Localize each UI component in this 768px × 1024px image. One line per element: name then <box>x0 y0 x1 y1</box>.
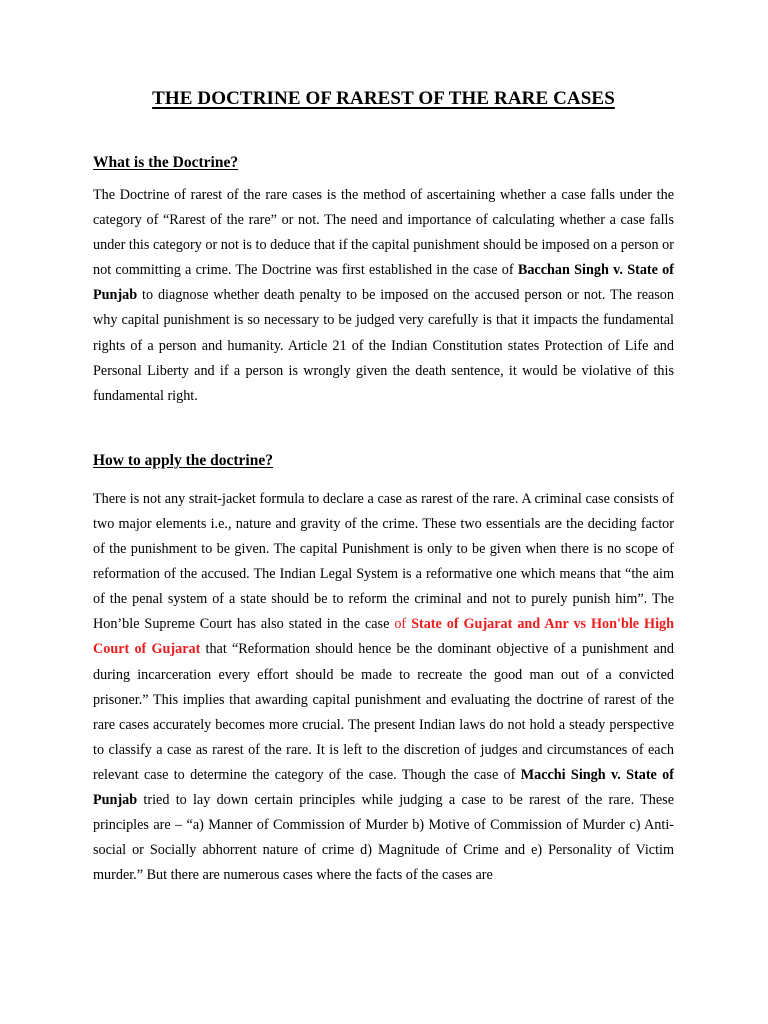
case-citation-state-of-gujarat: State of Gujarat and Anr vs Hon'ble High Court of Gujarat <box>93 616 674 658</box>
section-what-is-doctrine <box>93 151 674 409</box>
red-connector-text: of <box>394 616 412 633</box>
paragraph-text: to diagnose whether death penalty to be imposed on the accused person or not. The reason why capital punishment is so necessary to be judged very carefully is that it impacts the fundamental rights of a person and humanity. Article 21 of the Indian Constitution states Protection of Life and Personal Liberty and if a person is wrongly given the death sentence, it would be violative of this fundamental right. <box>93 287 674 404</box>
case-citation-bacchan-singh: Bacchan Singh v. State of Punjab <box>93 262 674 304</box>
document-title: THE DOCTRINE OF RAREST OF THE RARE CASES <box>152 88 615 109</box>
paragraph-text: tried to lay down certain principles while judging a case to be rarest of the rare. These principles are – “a) Manner of Commission of Murder b) Motive of Commission of Murder c) Anti-social or Socially abhorrent nature of crime d) Magnitude of Crime and e) Personality of Victim murder.” But there are numerous cases where the facts of the cases are <box>93 791 674 884</box>
case-citation-macchi-singh: Macchi Singh v. State of Punjab <box>93 766 674 808</box>
paragraph-text: The Doctrine of rarest of the rare cases is the method of ascertaining whether a case falls under the category of “Rarest of the rare” or not. The need and importance of calculating whether a case falls under this category or not is to deduce that if the capital punishment should be imposed on a person or not committing a crime. The Doctrine was first established in the case of <box>93 187 674 279</box>
section-heading-what-is: What is the Doctrine? <box>93 154 239 171</box>
paragraph-how-to-apply <box>93 487 674 889</box>
paragraph-what-is <box>93 183 674 409</box>
section-how-to-apply <box>93 449 674 889</box>
section-heading-how-to-apply: How to apply the doctrine? <box>93 451 273 469</box>
document-page <box>93 88 674 888</box>
paragraph-text: There is not any strait-jacket formula to declare a case as rarest of the rare. A criminal case consists of two major elements i.e., nature and gravity of the crime. These two essentials are the deciding factor of the punishment to be given. The capital Punishment is only to be given when there is no scope of reformation of the accused. The Indian Legal System is a reformative one which means that “the aim of the penal system of a state should be to reform the criminal and not to purely punish him”. The Hon’ble Supreme Court has also stated in the case <box>93 490 674 633</box>
paragraph-text: that “Reformation should hence be the dominant objective of a punishment and during incarceration every effort should be made to recreate the good man out of a convicted prisoner.” This implies that awarding capital punishment and evaluating the doctrine of rarest of the rare cases accurately becomes more crucial. The present Indian laws do not hold a steady perspective to classify a case as rarest of the rare. It is left to the discretion of judges and circumstances of each relevant case to determine the category of the case. Though the case of <box>93 641 674 783</box>
